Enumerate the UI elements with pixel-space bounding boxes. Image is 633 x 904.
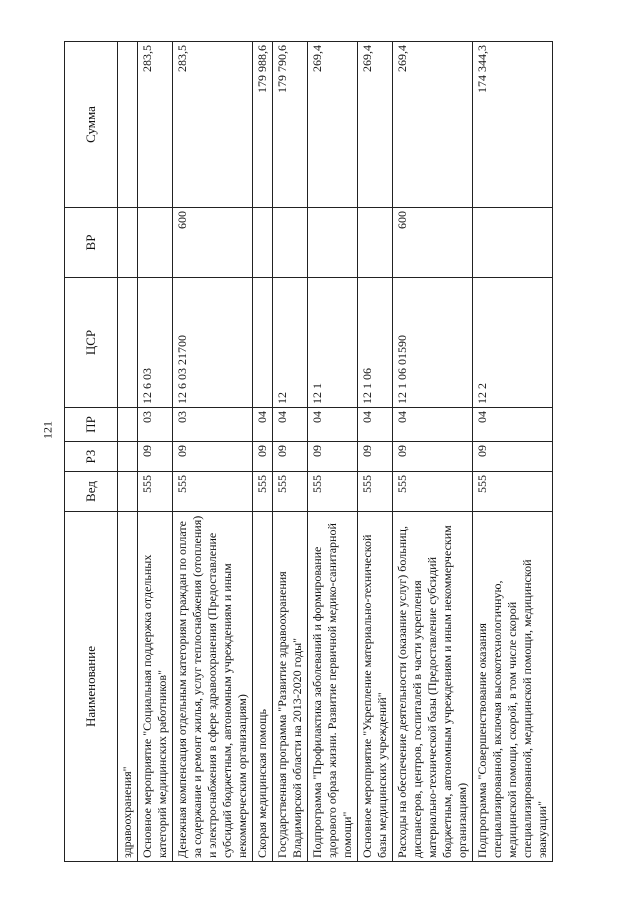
cell-rz: 09 — [253, 442, 273, 472]
cell-name: Скорая медицинская помощь — [253, 512, 273, 862]
table-row — [273, 42, 308, 862]
budget-table — [64, 41, 553, 862]
cell-pr: 04 — [358, 408, 393, 442]
cell-csr — [118, 278, 138, 408]
table-row — [118, 42, 138, 862]
cell-vr — [473, 208, 553, 278]
cell-pr: 04 — [253, 408, 273, 442]
header-ved: Вед — [65, 472, 118, 512]
cell-rz: 09 — [173, 442, 253, 472]
header-rz: РЗ — [65, 442, 118, 472]
cell-pr — [118, 408, 138, 442]
budget-table-page — [64, 42, 604, 862]
header-sum: Сумма — [65, 42, 118, 208]
cell-name: здравоохранения" — [118, 512, 138, 862]
cell-sum: 283,5 — [173, 42, 253, 208]
cell-pr: 04 — [308, 408, 358, 442]
table-row — [358, 42, 393, 862]
cell-name: Основное мероприятие "Укрепление материально-технической базы медицинских учреждений" — [358, 512, 393, 862]
cell-pr: 04 — [473, 408, 553, 442]
cell-csr: 12 — [273, 278, 308, 408]
cell-vr — [308, 208, 358, 278]
cell-name: Расходы на обеспечение деятельности (оказание услуг) больниц, диспансеров, центров, госпиталей в части укрепления материально-технической базы (Предоставление субсидий бюджетным, автономным учреждениям и иным некоммерческим организациям) — [393, 512, 473, 862]
cell-ved: 555 — [393, 472, 473, 512]
header-csr: ЦСР — [65, 278, 118, 408]
cell-sum: 179 790,6 — [273, 42, 308, 208]
table-row — [393, 42, 473, 862]
table-row — [173, 42, 253, 862]
cell-pr: 04 — [273, 408, 308, 442]
cell-vr — [253, 208, 273, 278]
table-row — [253, 42, 273, 862]
cell-ved: 555 — [273, 472, 308, 512]
cell-sum: 269,4 — [308, 42, 358, 208]
header-name: Наименование — [65, 512, 118, 862]
cell-vr — [138, 208, 173, 278]
cell-csr — [253, 278, 273, 408]
cell-vr: 600 — [173, 208, 253, 278]
cell-ved: 555 — [473, 472, 553, 512]
cell-vr — [273, 208, 308, 278]
table-row — [138, 42, 173, 862]
cell-ved: 555 — [253, 472, 273, 512]
cell-ved: 555 — [308, 472, 358, 512]
cell-sum: 174 344,3 — [473, 42, 553, 208]
table-row — [308, 42, 358, 862]
cell-sum: 179 988,6 — [253, 42, 273, 208]
page-number: 121 — [40, 421, 55, 439]
cell-csr: 12 6 03 — [138, 278, 173, 408]
cell-sum: 269,4 — [393, 42, 473, 208]
cell-csr: 12 1 06 — [358, 278, 393, 408]
cell-pr: 04 — [393, 408, 473, 442]
table-header — [65, 42, 118, 862]
cell-csr: 12 1 — [308, 278, 358, 408]
cell-vr — [118, 208, 138, 278]
cell-rz: 09 — [473, 442, 553, 472]
cell-sum: 269,4 — [358, 42, 393, 208]
cell-name: Государственная программа "Развитие здравоохранения Владимирской области на 2013-2020 годы" — [273, 512, 308, 862]
cell-ved: 555 — [138, 472, 173, 512]
cell-name: Подпрограмма "Профилактика заболеваний и формирование здорового образа жизни. Развитие первичной медико-санитарной помощи" — [308, 512, 358, 862]
cell-ved: 555 — [358, 472, 393, 512]
cell-ved — [118, 472, 138, 512]
cell-pr: 03 — [173, 408, 253, 442]
header-vr: ВР — [65, 208, 118, 278]
table-row — [473, 42, 553, 862]
cell-name: Подпрограмма "Совершенствование оказания специализированной, включая высокотехнологичную, медицинской помощи, скорой, в том числе скорой специализированной, медицинской помощи, медицинской эвакуации" — [473, 512, 553, 862]
cell-rz: 09 — [358, 442, 393, 472]
cell-ved: 555 — [173, 472, 253, 512]
cell-sum: 283,5 — [138, 42, 173, 208]
cell-name: Основное мероприятие "Социальная поддержка отдельных категорий медицинских работников" — [138, 512, 173, 862]
table-body — [118, 42, 553, 862]
cell-csr: 12 2 — [473, 278, 553, 408]
cell-vr: 600 — [393, 208, 473, 278]
cell-rz: 09 — [308, 442, 358, 472]
cell-csr: 12 1 06 01590 — [393, 278, 473, 408]
cell-pr: 03 — [138, 408, 173, 442]
cell-name: Денежная компенсация отдельным категориям граждан по оплате за содержание и ремонт жилья, услуг теплоснабжения (отопления) и электроснабжения в сфере здравоохранения (Предоставление субсидий бюджетным, автономным учреждениям и иным некоммерческим организациям) — [173, 512, 253, 862]
cell-csr: 12 6 03 21700 — [173, 278, 253, 408]
cell-rz: 09 — [393, 442, 473, 472]
cell-vr — [358, 208, 393, 278]
header-pr: ПР — [65, 408, 118, 442]
cell-sum — [118, 42, 138, 208]
cell-rz — [118, 442, 138, 472]
cell-rz: 09 — [138, 442, 173, 472]
cell-rz: 09 — [273, 442, 308, 472]
